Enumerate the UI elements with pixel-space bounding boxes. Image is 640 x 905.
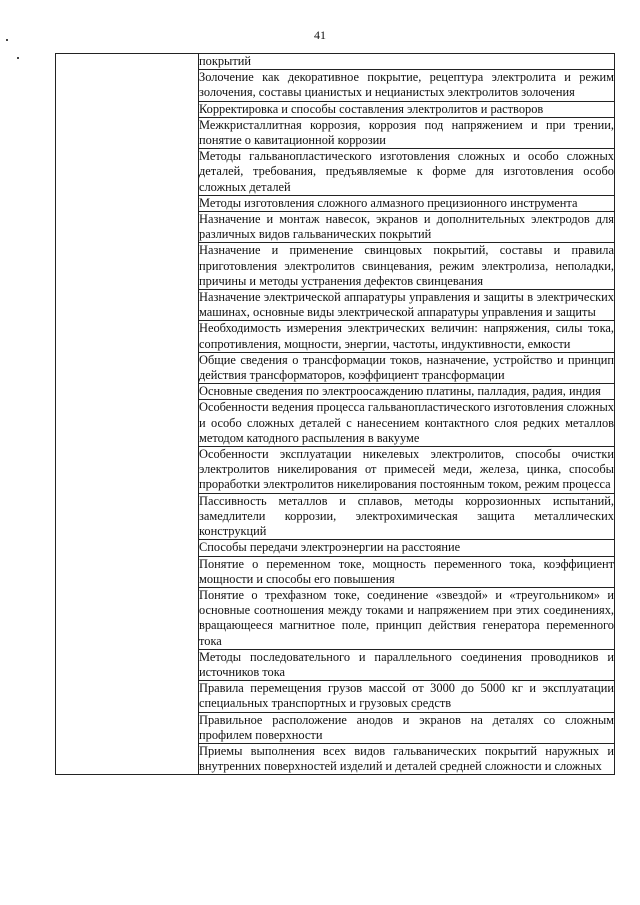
- knowledge-table: [55, 53, 615, 775]
- knowledge-item: Назначение электрической аппаратуры управления и защиты в электрических машинах, основные виды электрической аппаратуры управления и защиты: [199, 290, 614, 320]
- knowledge-item: Способы передачи электроэнергии на расстояние: [199, 540, 615, 556]
- knowledge-item: Методы изготовления сложного алмазного прецизионного инструмента: [199, 195, 615, 211]
- table-body: [56, 54, 615, 775]
- knowledge-item: Межкристаллитная коррозия, коррозия под напряжением и при трении, понятие о кавитационной коррозии: [199, 117, 614, 148]
- table-row: [56, 54, 615, 70]
- knowledge-item: Назначение и монтаж навесок, экранов и дополнительных электродов для различных видов гальванических покрытий: [199, 212, 614, 242]
- knowledge-item: Правила перемещения грузов массой от 3000 до 5000 кг и эксплуатации специальных транспортных и грузовых средств: [199, 681, 614, 711]
- knowledge-item: Необходимость измерения электрических величин: напряжения, силы тока, сопротивления, мощности, энергии, частоты, индуктивности, емкости: [199, 321, 614, 351]
- left-column-cell: [56, 54, 199, 775]
- knowledge-item: покрытий: [199, 54, 615, 70]
- knowledge-item: Методы последовательного и параллельного соединения проводников и источников тока: [199, 649, 614, 679]
- knowledge-item: Золочение как декоративное покрытие, рецептура электролита и режим золочения, составы цианистых и нецианистых электролитов золочения: [199, 70, 614, 100]
- knowledge-item: Основные сведения по электроосаждению платины, палладия, радия, индия: [199, 384, 615, 400]
- knowledge-item: Корректировка и способы составления электролитов и растворов: [199, 101, 615, 117]
- knowledge-item: Общие сведения о трансформации токов, назначение, устройство и принцип действия трансформаторов, коэффициент трансформации: [199, 352, 614, 383]
- knowledge-item: Понятие о переменном токе, мощность переменного тока, коэффициент мощности и способы его повышения: [199, 556, 614, 586]
- knowledge-item: Особенности эксплуатации никелевых электролитов, способы очистки электролитов никелирования от примесей меди, железа, цинка, способы проработки электролитов никелирования постоянным током, режим процесса: [199, 447, 614, 492]
- knowledge-item: Понятие о трехфазном токе, соединение «звездой» и «треугольником» и основные соотношения между токами и напряжением при этих соединениях, вращающееся магнитное поле, принцип действия генератора переменного тока: [199, 587, 614, 648]
- knowledge-item: Пассивность металлов и сплавов, методы коррозионных испытаний, замедлители коррозии, электрохимическая защита металлических конструкций: [199, 493, 614, 539]
- scan-speck: [17, 57, 19, 59]
- knowledge-item: Правильное расположение анодов и экранов на деталях со сложным профилем поверхности: [199, 712, 614, 742]
- knowledge-item: Методы гальванопластического изготовления сложных и особо сложных деталей, требования, предъявляемые к форме для изготовления особо сложных деталей: [199, 149, 614, 194]
- scan-speck: [6, 39, 8, 41]
- knowledge-item: Особенности ведения процесса гальванопластического изготовления сложных и особо сложных деталей с нанесением контактного слоя редких металлов методом катодного распыления в вакууме: [199, 400, 614, 445]
- knowledge-item: Приемы выполнения всех видов гальванических покрытий наружных и внутренних поверхностей изделий и деталей средней сложности и сложных: [199, 743, 614, 774]
- knowledge-item: Назначение и применение свинцовых покрытий, составы и правила приготовления электролитов свинцевания, режим электролиза, неполадки, причины и методы устранения дефектов свинцевания: [199, 243, 614, 288]
- page-number: 41: [314, 28, 326, 42]
